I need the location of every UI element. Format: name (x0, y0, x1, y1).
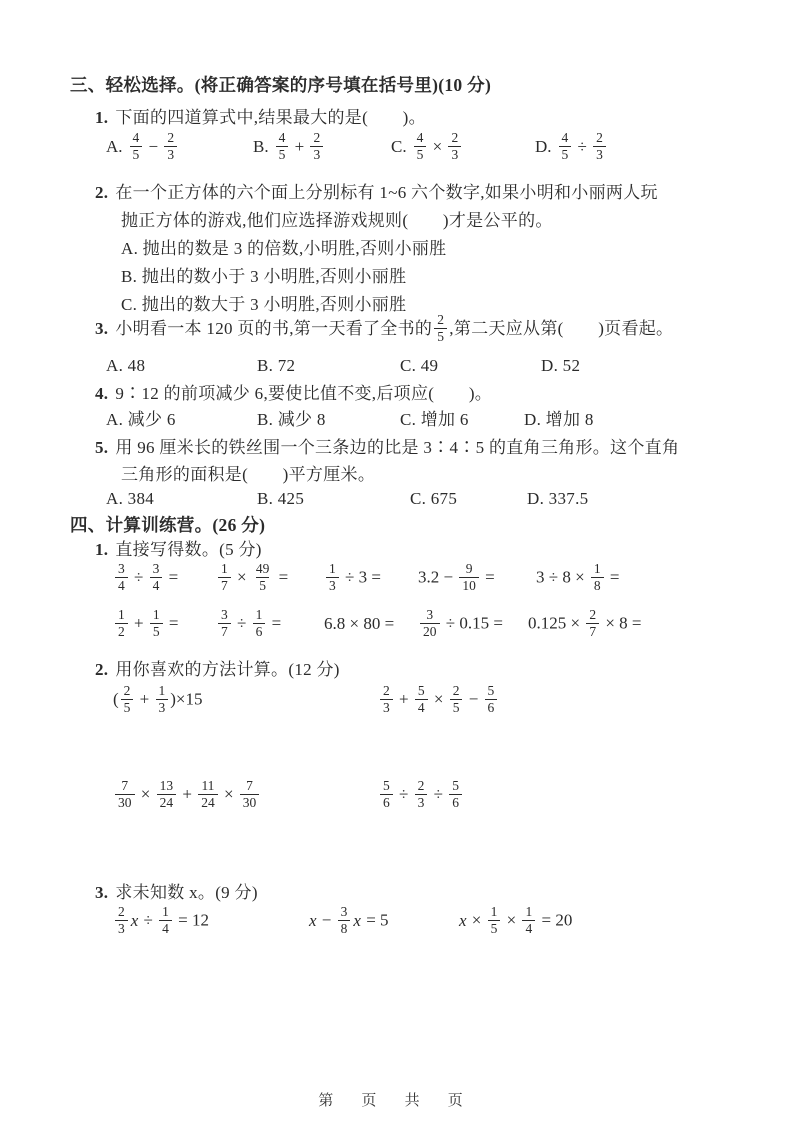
fraction: $\frac{1}{6}$ (253, 607, 266, 640)
calc-expression: $\frac{3}{4}$ ÷ $\frac{3}{4}$ = (113, 562, 178, 595)
variable: x (459, 910, 467, 930)
q2-option-c: C. 抛出的数大于 3 小明胜,否则小丽胜 (121, 295, 407, 314)
variable: x (353, 910, 361, 930)
equation: x × $\frac{1}{5}$ × $\frac{1}{4}$ = 20 (459, 904, 573, 936)
fraction: $\frac{49}{5}$ (255, 561, 270, 593)
q4-option-b: B. 减少 8 (257, 410, 326, 429)
fraction: $\frac{2}{3}$ (380, 683, 393, 716)
fraction: $\frac{2}{3}$ (115, 904, 128, 937)
q5-stem-line2: 三角形的面积是( )平方厘米。 (121, 465, 376, 484)
q1-option-c (391, 131, 463, 164)
fraction: $\frac{2}{5}$ (121, 683, 134, 716)
method-expression: ( $\frac{2}{5}$ + $\frac{1}{3}$ )×15 (113, 683, 203, 715)
q1-option-d (535, 131, 608, 164)
q4-number: 4. (95, 384, 109, 403)
q5-stem-text1: 用 96 厘米长的铁丝围一个三条边的比是 3∶4∶5 的直角三角形。这个直角 (115, 438, 680, 457)
fraction: $\frac{5}{6}$ (485, 683, 498, 716)
fraction: $\frac{3}{20}$ (420, 607, 440, 640)
fraction: $\frac{4}{5}$ (276, 130, 289, 163)
method-expression: $\frac{5}{6}$ ÷ $\frac{2}{3}$ ÷ $\frac{5}{6}$ (378, 779, 464, 812)
q2-stem-text1: 在一个正方体的六个面上分别标有 1~6 六个数字,如果小明和小丽两人玩 (115, 183, 658, 202)
fraction: $\frac{2}{5}$ (434, 312, 447, 345)
q3-option-a: A. 48 (106, 356, 146, 375)
q2-stem-line2: 抛正方体的游戏,他们应选择游戏规则( )才是公平的。 (121, 211, 553, 230)
calc-sub1-label (95, 539, 262, 561)
q5-option-a: A. 384 (106, 489, 155, 508)
fraction: $\frac{2}{3}$ (448, 130, 461, 163)
fraction: $\frac{7}{30}$ (115, 778, 135, 811)
option-expression: $\frac{4}{5}$ + $\frac{2}{3}$ (274, 137, 326, 156)
option-label: A. (106, 136, 123, 156)
q5-option-c: C. 675 (410, 489, 458, 508)
q3-stem-text: 小明看一本 120 页的书,第一天看了全书的 $\frac{2}{5}$ ,第二天应从第( )页看起。 (115, 312, 674, 344)
q3-stem (95, 313, 673, 346)
fraction: $\frac{5}{4}$ (415, 683, 428, 716)
variable: x (130, 910, 139, 930)
page-footer: 第 页 共 页 (318, 1092, 475, 1109)
q1-stem (95, 107, 426, 129)
fraction: $\frac{2}{5}$ (450, 683, 463, 716)
option-expression: $\frac{4}{5}$ − $\frac{2}{3}$ (128, 137, 180, 156)
fraction: $\frac{3}{4}$ (150, 561, 163, 594)
q1-stem-text: 下面的四道算式中,结果最大的是( )。 (115, 108, 426, 127)
fraction: $\frac{1}{7}$ (218, 561, 231, 594)
q2-stem-line1 (95, 182, 658, 204)
calc-sub1-number: 1. (95, 540, 109, 559)
equation: x − $\frac{3}{8}$ x = 5 (309, 904, 389, 936)
q2-number: 2. (95, 183, 109, 202)
calc-expression: 3 ÷ 8 × $\frac{1}{8}$ = (536, 561, 620, 593)
fraction: $\frac{1}{2}$ (115, 607, 128, 640)
q4-option-a: A. 减少 6 (106, 410, 176, 429)
q5-option-d: D. 337.5 (527, 489, 589, 508)
fraction: $\frac{1}{5}$ (150, 607, 163, 640)
fraction: $\frac{2}{3}$ (310, 130, 323, 163)
q3-option-d: D. 52 (541, 356, 581, 375)
fraction: $\frac{13}{24}$ (157, 778, 177, 811)
q4-stem-text: 9∶12 的前项减少 6,要使比值不变,后项应( )。 (115, 384, 493, 403)
q3-number: 3. (95, 318, 109, 338)
q2-option-b: B. 抛出的数小于 3 小明胜,否则小丽胜 (121, 267, 407, 286)
option-expression: $\frac{4}{5}$ ÷ $\frac{2}{3}$ (557, 137, 608, 156)
q5-option-b: B. 425 (257, 489, 305, 508)
q5-stem-line1 (95, 437, 679, 459)
q4-option-d: D. 增加 8 (524, 410, 594, 429)
calc-sub3-number: 3. (95, 883, 109, 902)
method-expression: $\frac{2}{3}$ + $\frac{5}{4}$ × $\frac{2}{5}$ − $\frac{5}{6}$ (378, 684, 499, 717)
q1-option-a (106, 131, 179, 164)
calc-sub1-text: 直接写得数。(5 分) (115, 540, 262, 559)
q1-number: 1. (95, 108, 109, 127)
section-4-title: 四、计算训练营。(26 分) (70, 515, 266, 535)
calc-sub3-label (95, 882, 258, 904)
q3-option-c: C. 49 (400, 356, 439, 375)
fraction: $\frac{5}{6}$ (380, 778, 393, 811)
calc-expression: $\frac{1}{2}$ + $\frac{1}{5}$ = (113, 608, 178, 641)
option-label: B. (253, 136, 269, 156)
calc-sub3-text: 求未知数 x。(9 分) (115, 883, 258, 902)
q4-option-c: C. 增加 6 (400, 410, 469, 429)
fraction: $\frac{9}{10}$ (459, 561, 479, 594)
fraction: $\frac{1}{3}$ (326, 561, 339, 594)
fraction: $\frac{2}{7}$ (586, 607, 599, 640)
equation: $\frac{2}{3}$ x ÷ $\frac{1}{4}$ = 12 (113, 905, 209, 938)
calc-expression: $\frac{1}{3}$ ÷ 3 = (324, 562, 381, 595)
q4-stem (95, 383, 492, 405)
calc-expression: 6.8 × 80 = (324, 614, 395, 633)
fraction: $\frac{1}{4}$ (522, 904, 535, 937)
variable: x (309, 910, 317, 930)
calc-sub2-number: 2. (95, 660, 109, 679)
q1-option-b (253, 131, 325, 164)
calc-sub2-label (95, 659, 340, 681)
fraction: $\frac{4}{5}$ (559, 130, 572, 163)
calc-expression: $\frac{3}{7}$ ÷ $\frac{1}{6}$ = (216, 608, 281, 641)
fraction: $\frac{3}{7}$ (218, 607, 231, 640)
fraction: $\frac{5}{6}$ (449, 778, 462, 811)
method-expression: $\frac{7}{30}$ × $\frac{13}{24}$ + $\frac{11}{24}$ × $\frac{7}{30}$ (113, 779, 261, 812)
fraction: $\frac{4}{5}$ (414, 130, 427, 163)
fraction: $\frac{1}{3}$ (156, 683, 169, 716)
option-label: D. (535, 136, 552, 156)
calc-sub2-text: 用你喜欢的方法计算。(12 分) (115, 660, 340, 679)
calc-expression: $\frac{3}{20}$ ÷ 0.15 = (418, 608, 503, 641)
q3-option-b: B. 72 (257, 356, 296, 375)
section-3-title: 三、轻松选择。(将正确答案的序号填在括号里)(10 分) (70, 75, 492, 95)
calc-expression: 3.2 − $\frac{9}{10}$ = (418, 561, 495, 593)
fraction: $\frac{4}{5}$ (130, 130, 143, 163)
calc-expression: $\frac{1}{7}$ × $\frac{49}{5}$ = (216, 562, 288, 595)
fraction: $\frac{11}{24}$ (198, 778, 218, 811)
fraction: $\frac{3}{8}$ (338, 904, 351, 937)
fraction: $\frac{7}{30}$ (240, 778, 260, 811)
option-expression: $\frac{4}{5}$ × $\frac{2}{3}$ (412, 137, 464, 156)
fraction: $\frac{2}{3}$ (415, 778, 428, 811)
calc-expression: 0.125 × $\frac{2}{7}$ × 8 = (528, 607, 642, 639)
fraction: $\frac{2}{3}$ (164, 130, 177, 163)
fraction: $\frac{1}{4}$ (159, 904, 172, 937)
q2-option-a: A. 抛出的数是 3 的倍数,小明胜,否则小丽胜 (121, 239, 447, 258)
fraction: $\frac{2}{3}$ (593, 130, 606, 163)
option-label: C. (391, 136, 407, 156)
fraction: $\frac{1}{5}$ (488, 904, 501, 937)
q5-number: 5. (95, 438, 109, 457)
fraction: $\frac{3}{4}$ (115, 561, 128, 594)
fraction: $\frac{1}{8}$ (591, 561, 604, 594)
